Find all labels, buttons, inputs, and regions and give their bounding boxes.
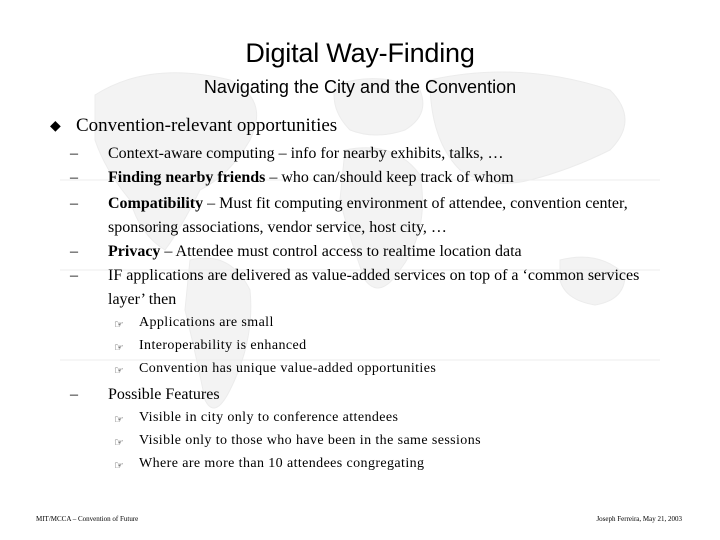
item-bold: Finding nearby friends [108,169,266,186]
pointing-hand-icon: ☞ [114,437,125,449]
dash-marker: – [70,243,78,260]
features-label: Possible Features [108,386,220,403]
pointing-hand-icon: ☞ [114,319,125,331]
diamond-bullet-icon: ◆ [50,119,61,134]
item-bold: Compatibility [108,195,204,212]
sub-item-text: Visible only to those who have been in the same sessions [139,433,481,448]
main-bullet-text: Convention-relevant opportunities [76,115,338,136]
dash-marker: – [70,145,78,162]
sub-item-text: Applications are small [139,315,274,330]
item-text: IF applications are delivered as value-added services on top of a ‘common services layer’ then [108,267,640,308]
dash-marker: – [70,386,78,403]
pointing-hand-icon: ☞ [114,460,125,472]
footer-left: MIT/MCCA – Convention of Future [36,515,139,523]
item-bold: Privacy [108,243,161,260]
slide-title: Digital Way-Finding [245,38,475,68]
sub-item-text: Where are more than 10 attendees congregating [139,456,425,471]
dash-marker: – [70,267,78,284]
sub-item-text: Visible in city only to conference attendees [139,410,399,425]
sub-item-text: Convention has unique value-added opportunities [139,361,437,376]
sub-item-text: Interoperability is enhanced [139,338,307,353]
dash-marker: – [70,195,78,212]
footer-right: Joseph Ferreira, May 21, 2003 [596,515,682,523]
pointing-hand-icon: ☞ [114,342,125,354]
item-text: – who can/should keep track of whom [265,169,514,186]
item-text: – Must fit computing environment of attendee, convention center, sponsoring associations, vendor service, host city, … [108,195,628,236]
item-text: Context-aware computing – info for nearby exhibits, talks, … [108,145,504,162]
pointing-hand-icon: ☞ [114,365,125,377]
dash-marker: – [70,169,78,186]
pointing-hand-icon: ☞ [114,414,125,426]
slide-subtitle: Navigating the City and the Convention [203,77,517,97]
item-text: – Attendee must control access to realtime location data [160,243,522,260]
